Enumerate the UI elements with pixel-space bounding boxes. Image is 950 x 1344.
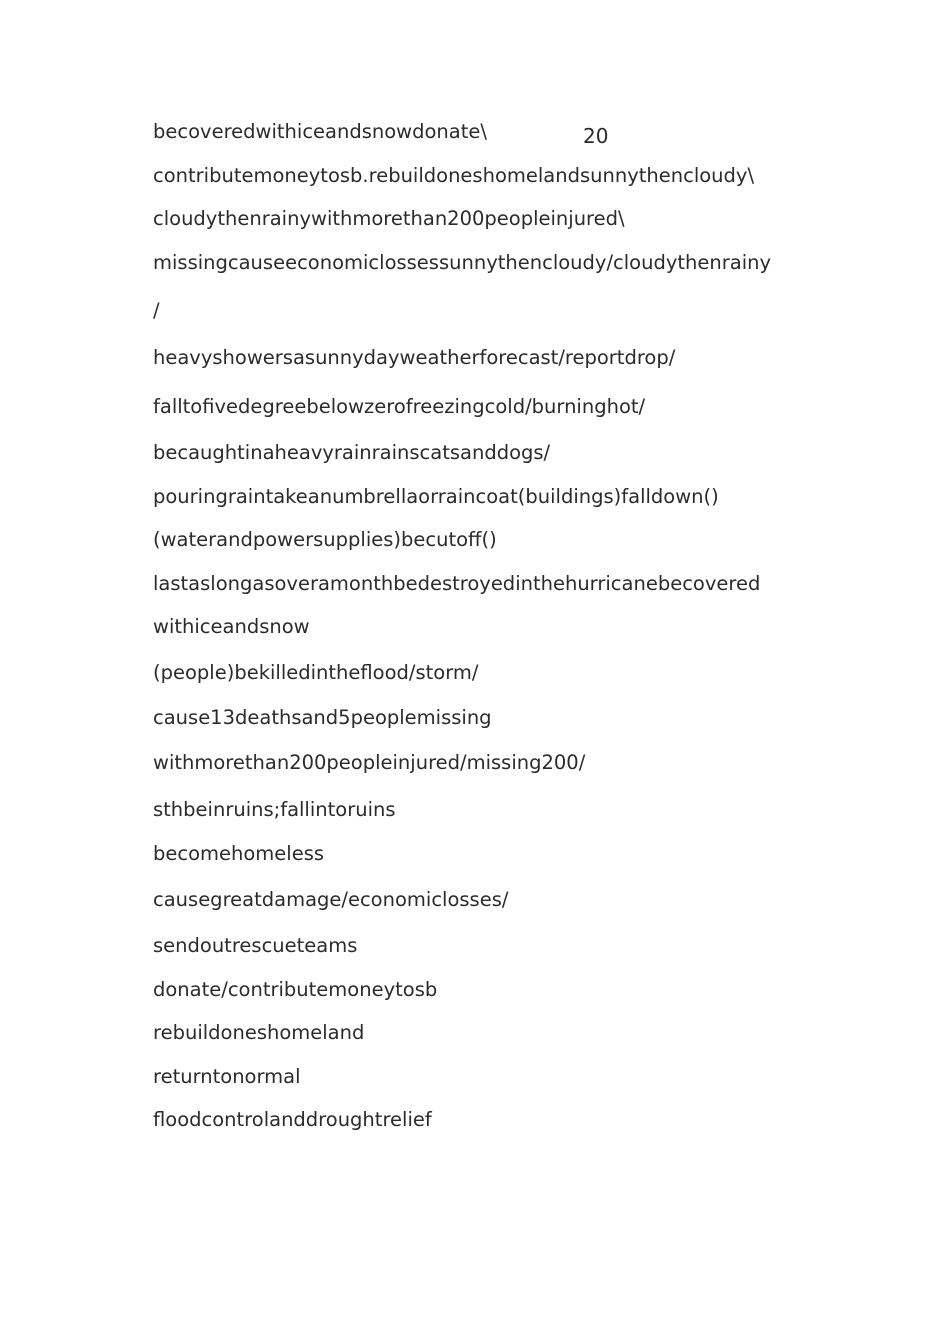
text-line: sendoutrescueteams — [153, 934, 358, 957]
text-line: withmorethan200peopleinjured/missing200/ — [153, 751, 586, 774]
text-line: falltofivedegreebelowzerofreezingcold/burninghot/ — [153, 395, 646, 418]
text-line: cause13deathsand5peoplemissing — [153, 706, 492, 729]
text-line: returntonormal — [153, 1065, 301, 1088]
text-line: lastaslongasoveramonthbedestroyedinthehurricanebecovered — [153, 572, 761, 595]
text-line: becoveredwithiceandsnowdonate\ — [153, 120, 487, 143]
text-line: floodcontrolanddroughtrelief — [153, 1108, 432, 1131]
text-line: cloudythenrainywithmorethan200peopleinjured\ — [153, 207, 625, 230]
text-line: (waterandpowersupplies)becutoff() — [153, 528, 497, 551]
text-line: (people)bekilledintheflood/storm/ — [153, 661, 479, 684]
text-line: rebuildoneshomeland — [153, 1021, 365, 1044]
text-line: donate/contributemoneytosb — [153, 978, 438, 1001]
text-line: becaughtinaheavyrainrainscatsanddogs/ — [153, 441, 551, 464]
text-line: contributemoneytosb.rebuildoneshomelandsunnythencloudy\ — [153, 164, 755, 187]
page-number: 20 — [583, 124, 609, 148]
text-line: causegreatdamage/economiclosses/ — [153, 888, 509, 911]
text-line: heavyshowersasunnydayweatherforecast/reportdrop/ — [153, 346, 676, 369]
text-line: sthbeinruins;fallintoruins — [153, 798, 396, 821]
text-line: / — [153, 299, 160, 322]
text-line: pouringraintakeanumbrellaorraincoat(buildings)falldown() — [153, 485, 719, 508]
text-line: missingcauseeconomiclossessunnythencloudy/cloudythenrainy — [153, 251, 772, 274]
text-line: becomehomeless — [153, 842, 325, 865]
text-line: withiceandsnow — [153, 615, 310, 638]
